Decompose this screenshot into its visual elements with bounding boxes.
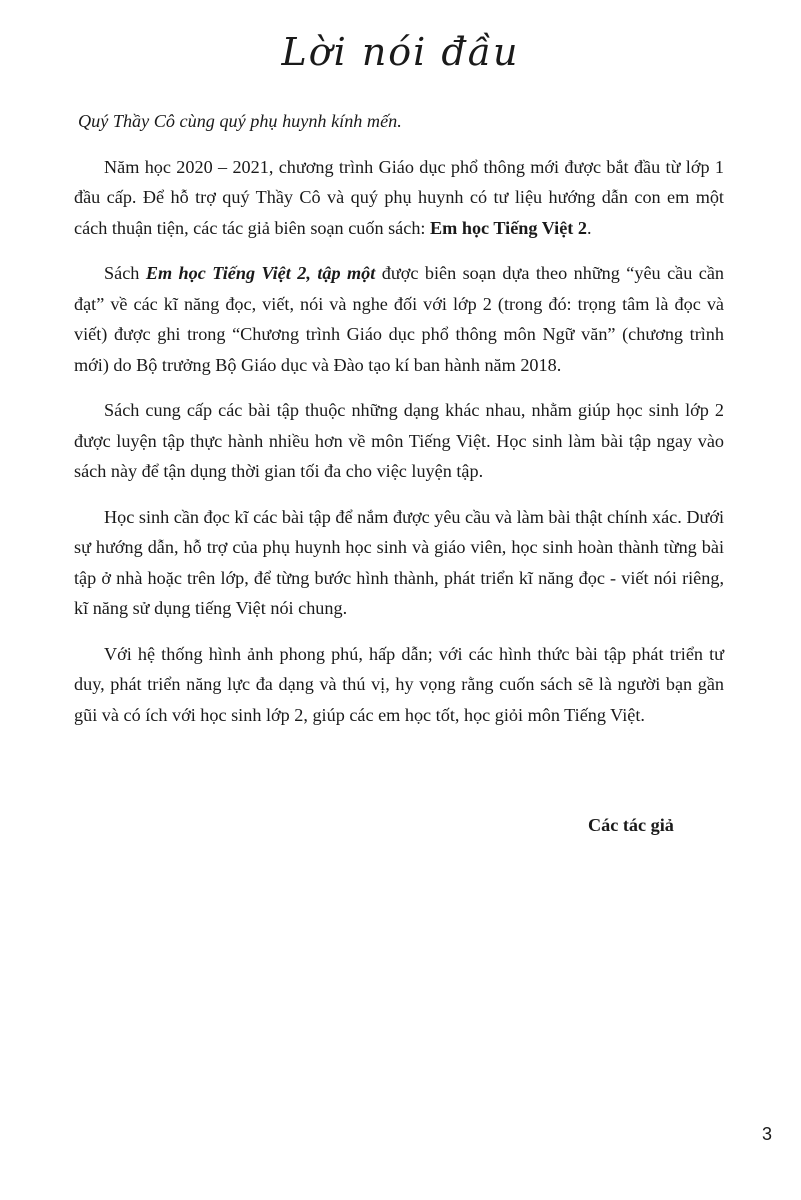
paragraph-2 <box>74 258 724 380</box>
paragraph-2-text: được biên soạn dựa theo những “yêu cầu cần đạt” về các kĩ năng đọc, viết, nói và nghe đối với lớp 2 (trong đó: trọng tâm là đọc và viết) được ghi trong “Chương trình Giáo dục phổ thông môn Ngữ văn” (chương trình mới) do Bộ trưởng Bộ Giáo dục và Đào tạo kí ban hành năm 2018. <box>74 263 725 375</box>
page-number: 3 <box>762 1124 773 1144</box>
paragraph-2-start: Sách <box>104 263 146 283</box>
paragraph-4: Học sinh cần đọc kĩ các bài tập để nắm được yêu cầu và làm bài thật chính xác. Dưới sự hướng dẫn, hỗ trợ của phụ huynh học sinh và giáo viên, học sinh hoàn thành từng bài tập ở nhà hoặc trên lớp, để từng bước hình thành, phát triển kĩ năng đọc - viết nói riêng, kĩ năng sử dụng tiếng Việt nói chung. <box>74 506 724 618</box>
page-title: Lời nói đầu <box>281 30 520 74</box>
paragraph-1-text: Năm học 2020 – 2021, chương trình Giáo dục phổ thông mới được bắt đầu từ lớp 1 đầu cấp. Để hỗ trợ quý Thầy Cô và quý phụ huynh có tư liệu hướng dẫn con em một cách thuận tiện, các tác giả biên soạn cuốn sách: <box>74 156 724 238</box>
paragraph-5: Với hệ thống hình ảnh phong phú, hấp dẫn; với các hình thức bài tập phát triển tư duy, phát triển năng lực đa dạng và thú vị, hy vọng rằng cuốn sách sẽ là người bạn gần gũi và có ích với học sinh lớp 2, giúp các em học tốt, học giỏi môn Tiếng Việt. <box>74 643 724 725</box>
signature: Các tác giả <box>588 815 674 835</box>
book-title: Em học Tiếng Việt 2 <box>430 217 587 238</box>
book-title-volume: Em học Tiếng Việt 2, tập một <box>145 263 376 283</box>
preface-body <box>74 106 724 745</box>
salutation: Quý Thầy Cô cùng quý phụ huynh kính mến. <box>78 111 402 131</box>
paragraph-3: Sách cung cấp các bài tập thuộc những dạng khác nhau, nhằm giúp học sinh lớp 2 được luyện tập thực hành nhiều hơn về môn Tiếng Việt. Học sinh làm bài tập ngay vào sách này để tận dụng thời gian tối đa cho việc luyện tập. <box>74 400 724 481</box>
paragraph-1 <box>74 152 724 244</box>
paragraph-1-end: . <box>586 217 592 238</box>
